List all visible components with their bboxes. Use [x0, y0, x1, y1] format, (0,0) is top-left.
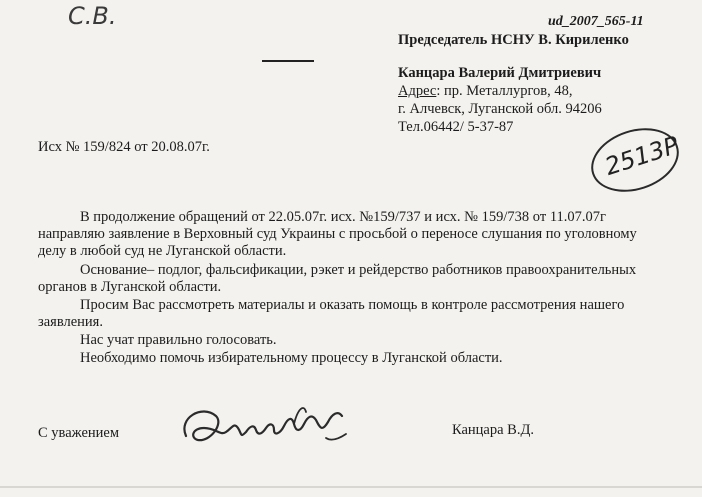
- body-p5: Необходимо помочь избирательному процессу в Луганской области.: [80, 350, 503, 366]
- body-p3-line2: заявления.: [38, 314, 103, 330]
- addressee: Председатель НСНУ В. Кириленко: [398, 32, 629, 48]
- page-bottom-edge: [0, 486, 702, 488]
- sender-address-line1: [398, 83, 573, 100]
- sender-phone: Тел.06442/ 5-37-87: [398, 119, 514, 135]
- sender-name: Канцара Валерий Дмитриевич: [398, 65, 602, 81]
- body-p2-line2: органов в Луганской области.: [38, 279, 222, 295]
- sender-address-line2: г. Алчевск, Луганской обл. 94206: [398, 101, 602, 117]
- body-p3-line1: Просим Вас рассмотреть материалы и оказать помощь в контроле рассмотрения нашего: [80, 297, 625, 313]
- address-label: Адрес: [398, 83, 437, 99]
- body-p4: Нас учат правильно голосовать.: [80, 332, 277, 348]
- signer-name: Канцара В.Д.: [452, 422, 534, 438]
- body-p1-line2: направляю заявление в Верховный суд Украины с просьбой о переносе слушания по уголовному: [38, 226, 637, 242]
- body-p1-line1: В продолжение обращений от 22.05.07г. исх. №159/737 и исх. № 159/738 от 11.07.07г: [80, 209, 606, 225]
- reference-code: ud_2007_565-11: [548, 14, 644, 29]
- body-p1-line3: делу в любой суд не Луганской области.: [38, 243, 287, 259]
- signature-image: [176, 398, 366, 458]
- closing-phrase: С уважением: [38, 425, 120, 441]
- handwritten-initials: С.В.: [68, 2, 117, 30]
- address-street: : пр. Металлургов, 48,: [436, 83, 573, 99]
- handwritten-stamp-number: 2513Р: [601, 131, 683, 181]
- separator-line: [262, 60, 314, 62]
- body-p2-line1: Основание– подлог, фальсификации, рэкет и рейдерство работников правоохранительных: [80, 262, 637, 278]
- outgoing-reference: Исх № 159/824 от 20.08.07г.: [38, 139, 210, 155]
